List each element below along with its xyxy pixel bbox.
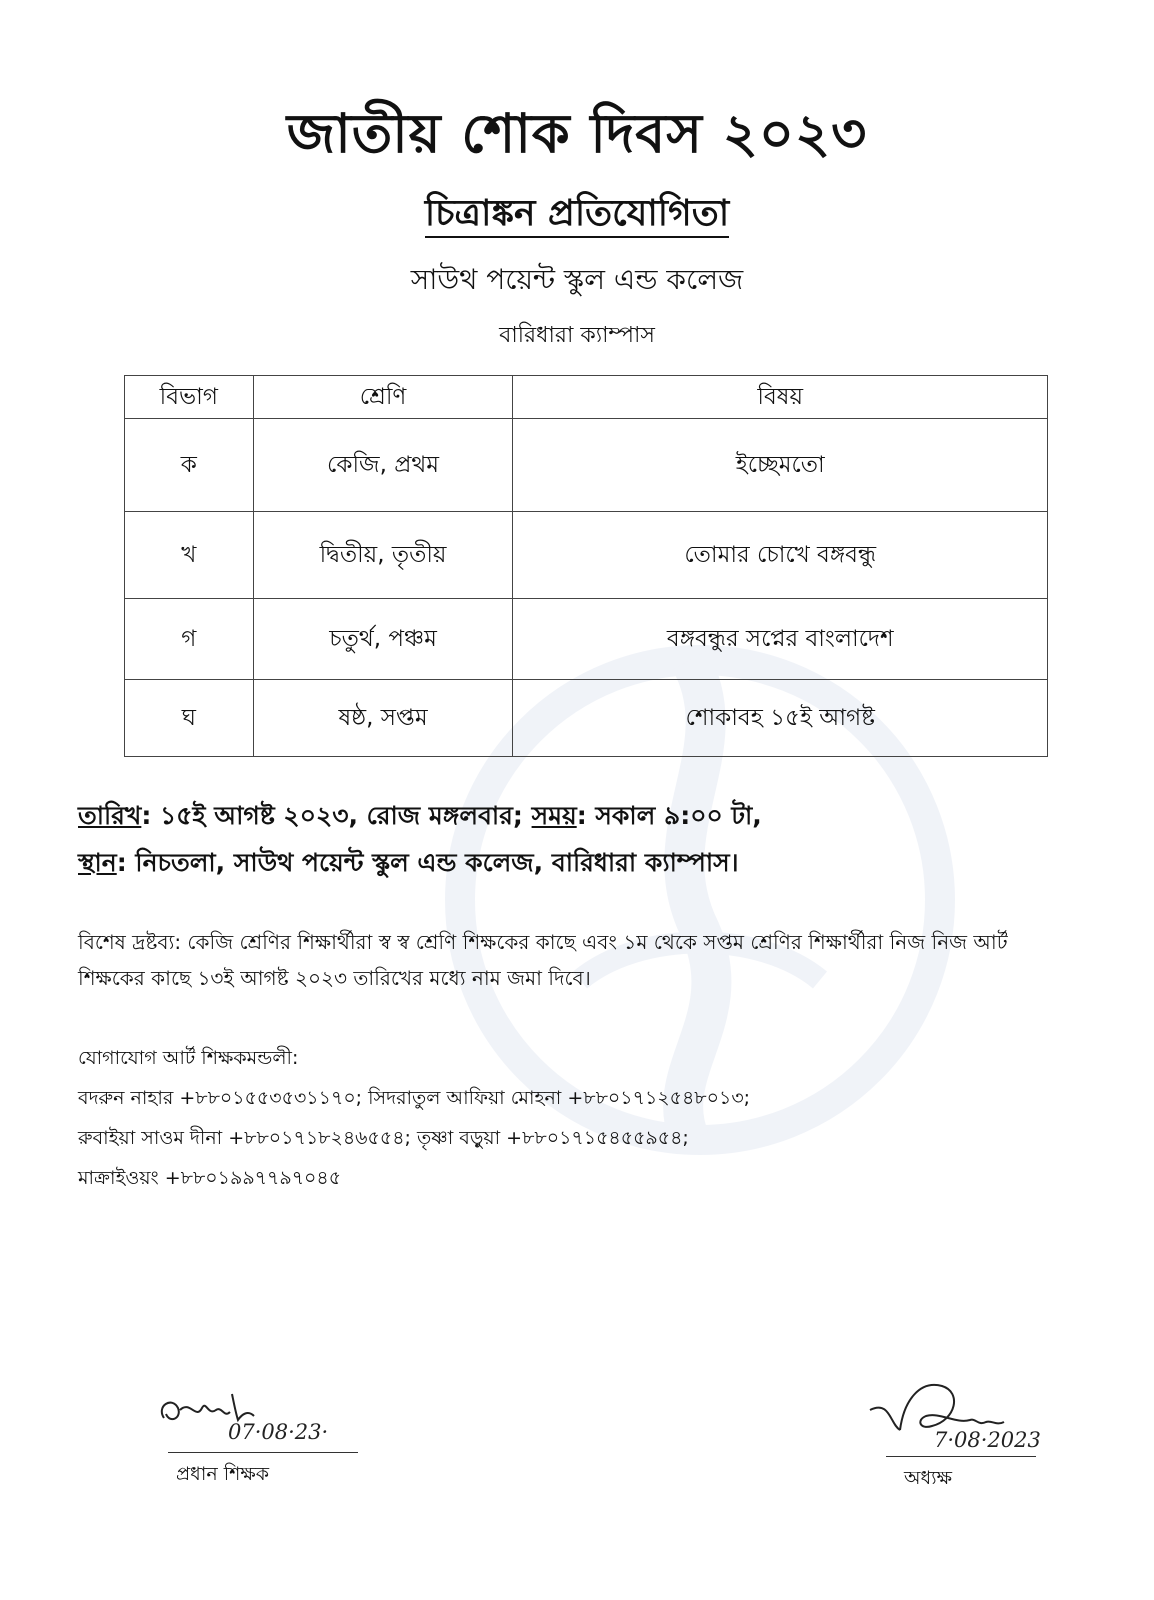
place-value: : নিচতলা, সাউথ পয়েন্ট স্কুল এন্ড কলেজ, বারিধারা ক্যাম্পাস। — [116, 848, 739, 877]
principal-date: 7·08·2023 — [934, 1428, 1041, 1452]
cell-section: গ — [125, 599, 254, 680]
cell-topic: বঙ্গবন্ধুর সপ্নের বাংলাদেশ — [513, 599, 1048, 680]
campus-name: বারিধারা ক্যাম্পাস — [499, 323, 655, 348]
cell-topic: তোমার চোখে বঙ্গবন্ধু — [513, 512, 1048, 599]
cell-topic: শোকাবহ ১৫ই আগষ্ট — [513, 680, 1048, 757]
date-label: তারিখ — [78, 801, 142, 830]
contacts-heading: যোগাযোগ আর্ট শিক্ষকমন্ডলী: — [78, 1047, 299, 1069]
date-value: : ১৫ই আগষ্ট ২০২৩, রোজ মঙ্গলবার; — [141, 801, 532, 830]
head-teacher-date: 07·08·23· — [228, 1420, 329, 1444]
signature-line — [886, 1456, 1036, 1457]
table-row — [125, 680, 1048, 757]
principal-title: অধ্যক্ষ — [904, 1467, 953, 1489]
header-topic: বিষয় — [513, 376, 1048, 419]
cell-class: দ্বিতীয়, তৃতীয় — [253, 512, 513, 599]
cell-section: ঘ — [125, 680, 254, 757]
header-section: বিভাগ — [125, 376, 254, 419]
table-row — [125, 419, 1048, 512]
cell-section: ক — [125, 419, 254, 512]
contact-line: বদরুন নাহার +৮৮০১৫৫৩৫৩১১৭০; সিদরাতুল আফিয়া মোহনা +৮৮০১৭১২৫৪৮০১৩; — [78, 1087, 751, 1109]
head-teacher-title: প্রধান শিক্ষক — [176, 1463, 270, 1485]
header-class: শ্রেণি — [253, 376, 513, 419]
contact-line: মাক্রাইওয়ং +৮৮০১৯৯৭৭৯৭০৪৫ — [78, 1167, 342, 1189]
competition-subtitle — [0, 186, 1154, 246]
contact-line: রুবাইয়া সাওম দীনা +৮৮০১৭১৮২৪৬৫৫৪; তৃষ্ণা বড়ুয়া +৮৮০১৭১৫৪৫৫৯৫৪; — [78, 1127, 689, 1149]
table-row — [125, 599, 1048, 680]
principal-signature-block — [860, 1380, 1080, 1500]
place-label: স্থান — [78, 848, 117, 877]
venue-line — [78, 843, 1078, 886]
special-note: বিশেষ দ্রষ্টব্য: কেজি শ্রেণির শিক্ষার্থীরা স্ব স্ব শ্রেণি শিক্ষকের কাছে এবং ১ম থেকে সপ্তম শ্রেণির শিক্ষার্থীরা নিজ নিজ আর্ট শিক্ষকের কাছে ১৩ই আগষ্ট ২০২৩ তারিখের মধ্যে নাম জমা দিবে। — [78, 930, 1008, 990]
time-label: সময় — [531, 801, 577, 830]
date-time-line — [78, 796, 1078, 839]
school-name: সাউথ পয়েন্ট স্কুল এন্ড কলেজ — [410, 263, 744, 296]
cell-topic: ইচ্ছেমতো — [513, 419, 1048, 512]
competition-table — [124, 375, 1048, 757]
page-title: জাতীয় শোক দিবস ২০২৩ — [286, 102, 868, 165]
cell-class: চতুর্থ, পঞ্চম — [253, 599, 513, 680]
subtitle-text: চিত্রাঙ্কন প্রতিযোগিতা — [425, 193, 729, 238]
cell-class: ষষ্ঠ, সপ্তম — [253, 680, 513, 757]
head-teacher-signature-block — [150, 1390, 380, 1500]
time-value: : সকাল ৯:০০ টা, — [576, 801, 762, 830]
signature-line — [168, 1452, 358, 1453]
cell-class: কেজি, প্রথম — [253, 419, 513, 512]
cell-section: খ — [125, 512, 254, 599]
table-row — [125, 512, 1048, 599]
table-header-row — [125, 376, 1048, 419]
